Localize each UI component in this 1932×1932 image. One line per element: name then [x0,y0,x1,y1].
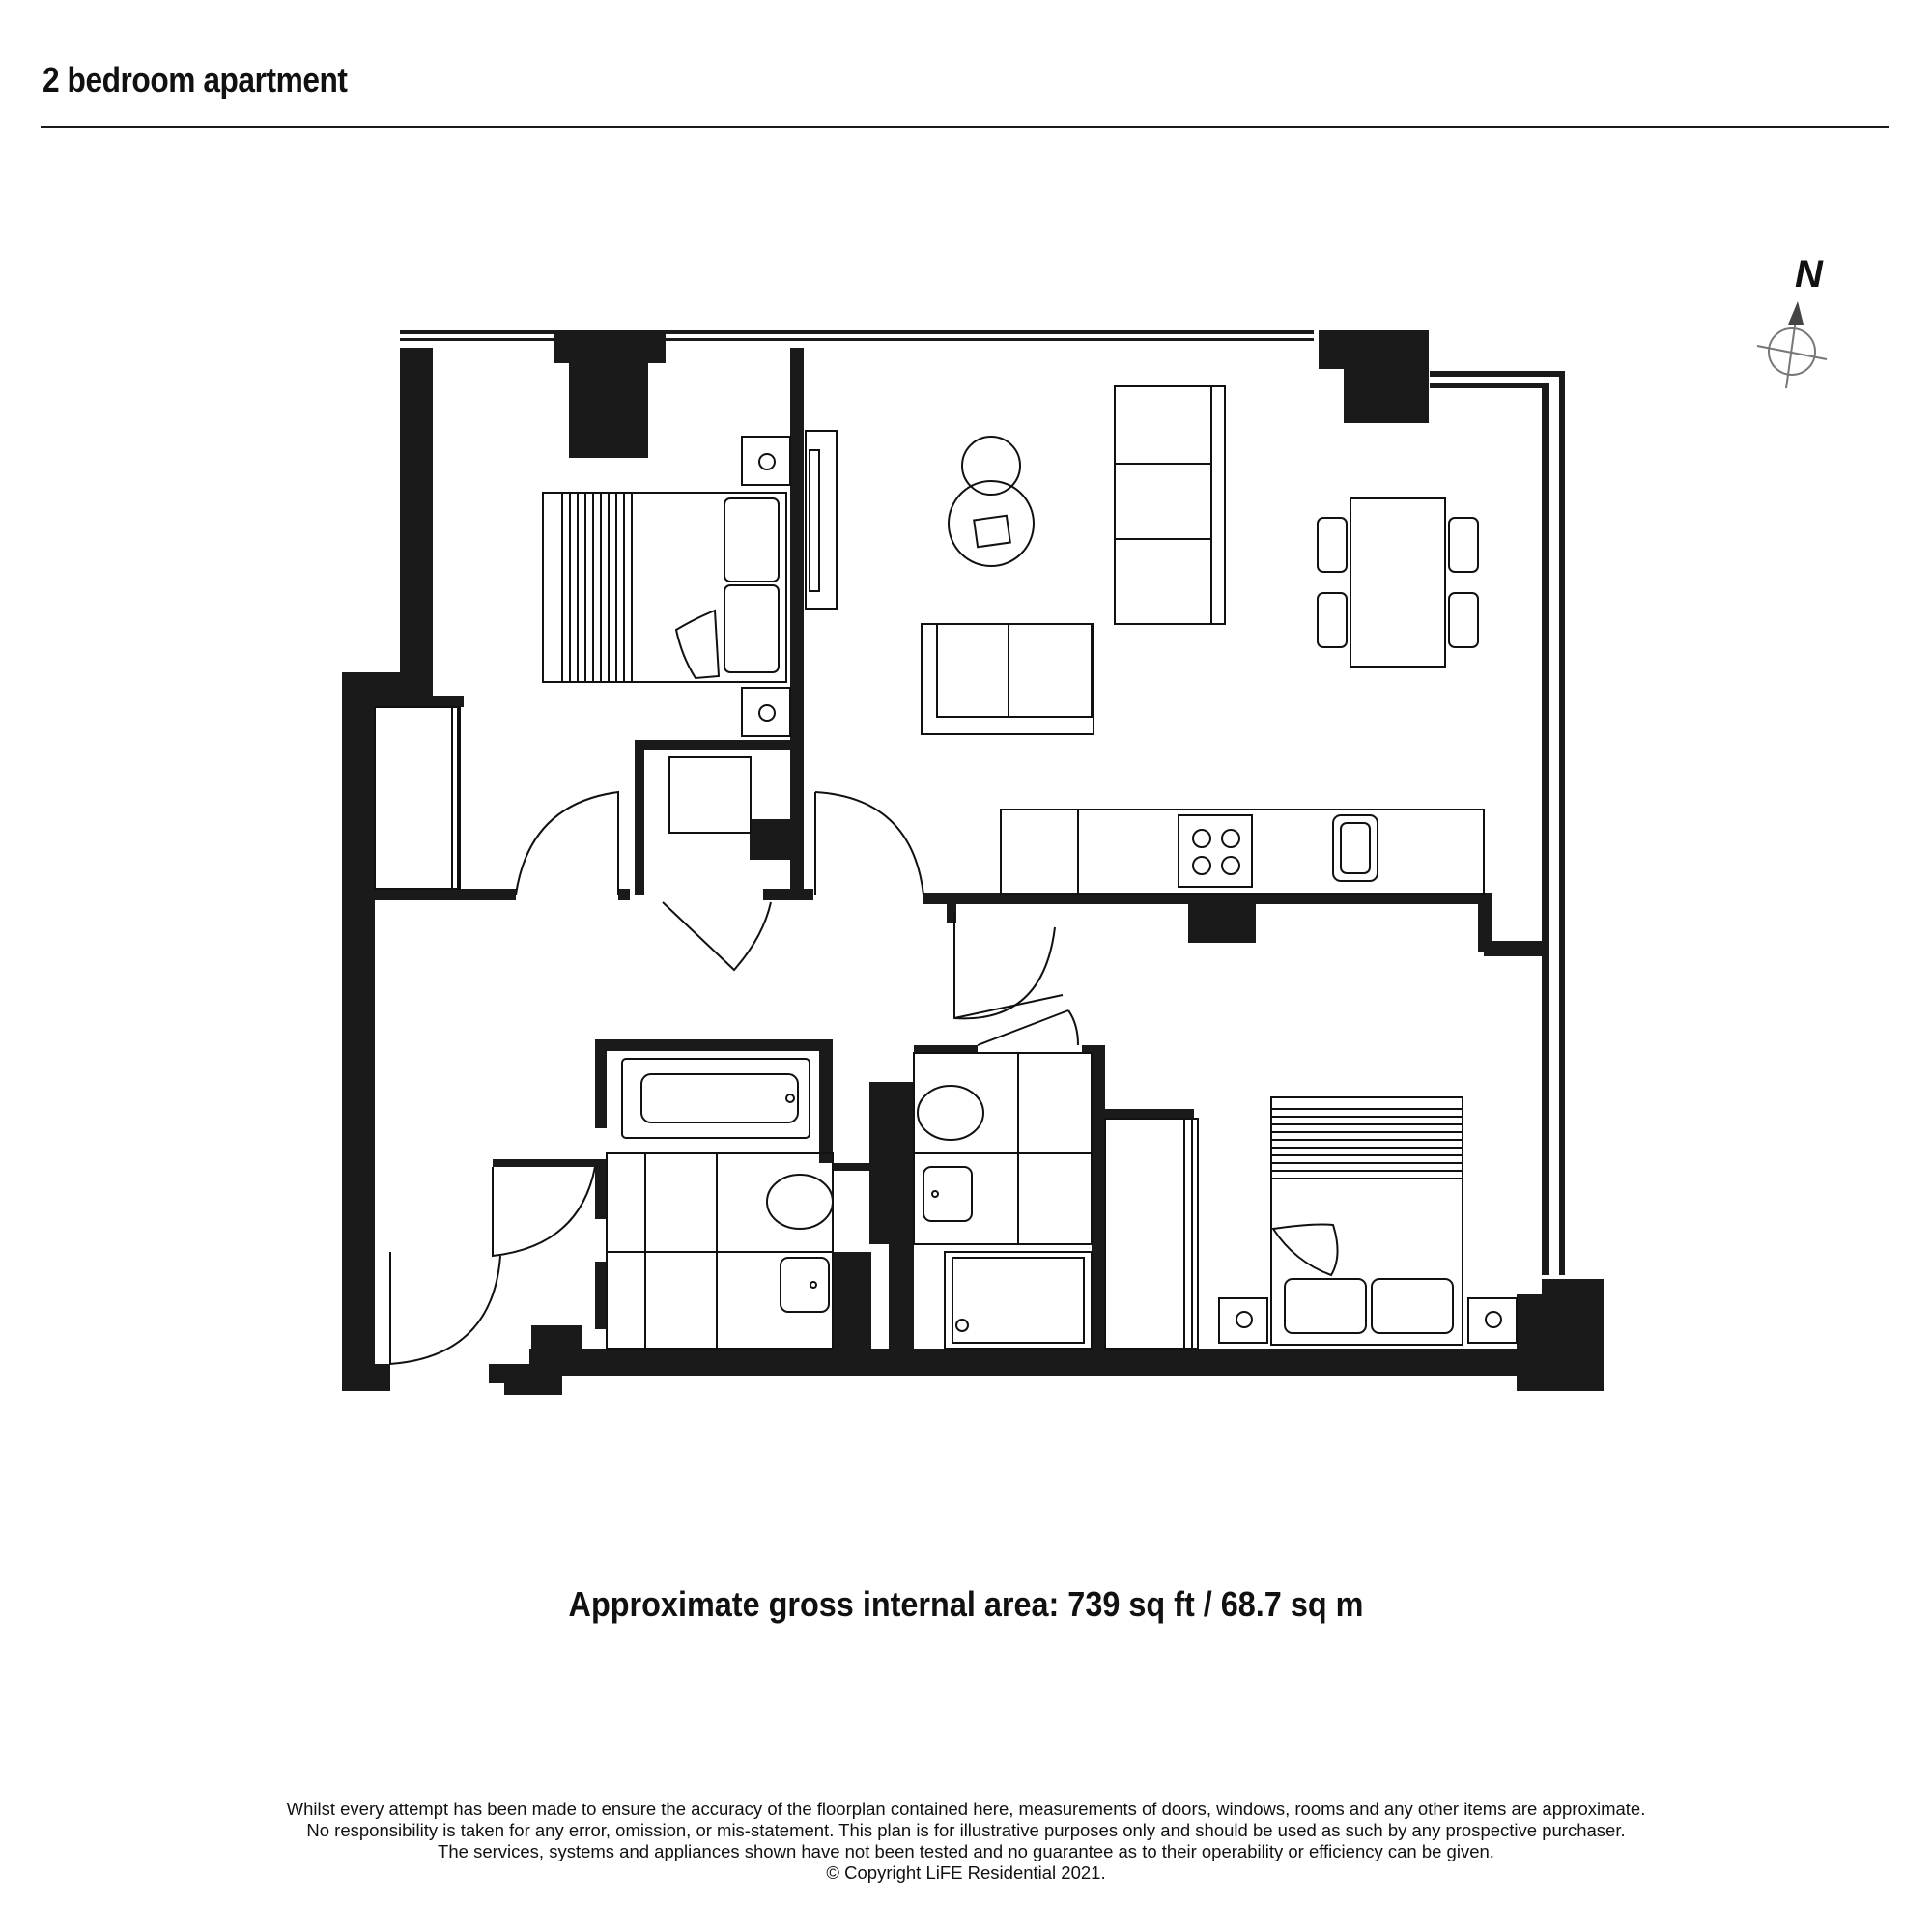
bed-icon [543,493,786,682]
sofa-icon [1115,386,1225,624]
compass-north-label: N [1795,253,1823,296]
fixtures [375,386,1517,1364]
disclaimer-line: The services, systems and appliances shown have not been tested and no guarantee as to their operability or efficiency can be given. [438,1841,1494,1861]
copyright-line: © Copyright LiFE Residential 2021. [826,1862,1106,1883]
disclaimer-line: Whilst every attempt has been made to ensure the accuracy of the floorplan contained here, measurements of doors, windows, rooms and any other items are approximate. [286,1799,1646,1819]
bed-icon-2 [1271,1097,1463,1345]
walls [342,330,1604,1395]
kitchen-counter-icon [1001,810,1484,895]
page-title: 2 bedroom apartment [43,60,348,99]
gross-internal-area: Approximate gross internal area: 739 sq ft / 68.7 sq m [568,1584,1364,1624]
loveseat-icon [922,624,1094,734]
ensuite-icon [914,1053,1092,1349]
dining-table-icon [1318,498,1478,667]
bathroom-icon [607,1059,833,1349]
disclaimer-line: No responsibility is taken for any error, omission, or mis-statement. This plan is for illustrative purposes only and should be used as such by any prospective purchaser. [306,1820,1626,1840]
disclaimer [0,1799,1932,1884]
